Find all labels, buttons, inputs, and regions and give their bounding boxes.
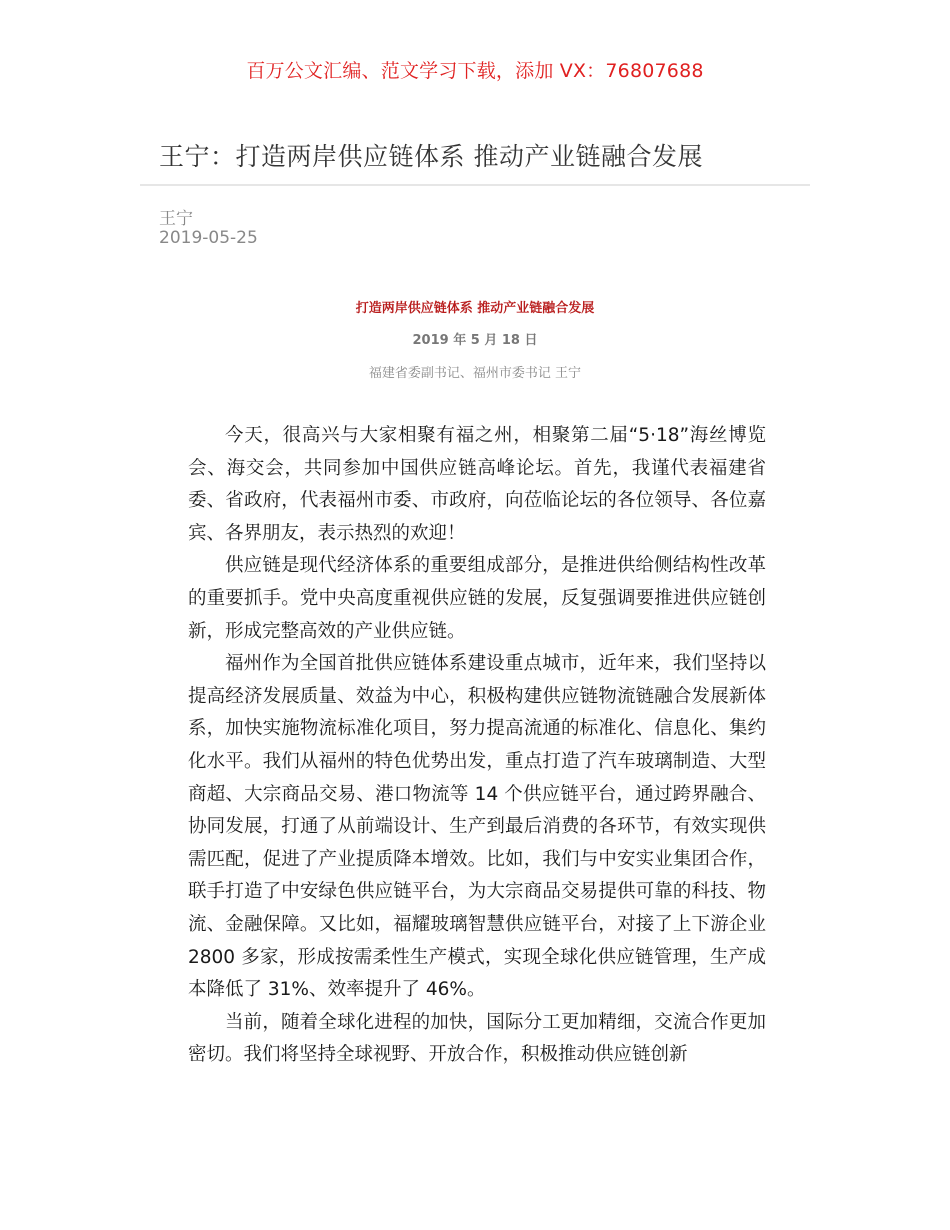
document-title: 打造两岸供应链体系 推动产业链融合发展	[355, 301, 595, 316]
article-date: 2019-05-25	[159, 228, 258, 248]
article-author: 王宁	[159, 209, 193, 229]
document-body	[188, 420, 766, 1072]
title-divider	[140, 184, 810, 186]
article-title: 王宁：打造两岸供应链体系 推动产业链融合发展	[159, 142, 703, 171]
paragraph: 当前，随着全球化进程的加快，国际分工更加精细，交流合作更加密切。我们将坚持全球视野、开放合作，积极推动供应链创新	[188, 1011, 766, 1066]
document-date: 2019 年 5 月 18 日	[412, 333, 538, 348]
paragraph: 今天，很高兴与大家相聚有福之州，相聚第二届“5·18”海丝博览会、海交会，共同参加中国供应链高峰论坛。首先，我谨代表福建省委、省政府，代表福州市委、市政府，向莅临论坛的各位领导、各位嘉宾、各界朋友，表示热烈的欢迎！	[188, 425, 766, 544]
paragraph: 福州作为全国首批供应链体系建设重点城市，近年来，我们坚持以提高经济发展质量、效益为中心，积极构建供应链物流链融合发展新体系，加快实施物流标准化项目，努力提高流通的标准化、信息化、集约化水平。我们从福州的特色优势出发，重点打造了汽车玻璃制造、大型商超、大宗商品交易、港口物流等 14 个供应链平台，通过跨界融合、协同发展，打通了从前端设计、生产到最后消费的各环节，有效实现供需匹配，促进了产业提质降本增效。比如，我们与中安实业集团合作，联手打造了中安绿色供应链平台，为大宗商品交易提供可靠的科技、物流、金融保障。又比如，福耀玻璃智慧供应链平台，对接了上下游企业 2800 多家，形成按需柔性生产模式，实现全球化供应链管理，生产成本降低了 31%、效率提升了 46%。	[188, 653, 766, 1001]
document-speaker: 福建省委副书记、福州市委书记 王宁	[368, 366, 582, 381]
paragraph: 供应链是现代经济体系的重要组成部分，是推进供给侧结构性改革的重要抓手。党中央高度重视供应链的发展，反复强调要推进供应链创新，形成完整高效的产业供应链。	[188, 555, 766, 642]
promo-banner: 百万公文汇编、范文学习下载，添加 VX：76807688	[246, 60, 704, 82]
